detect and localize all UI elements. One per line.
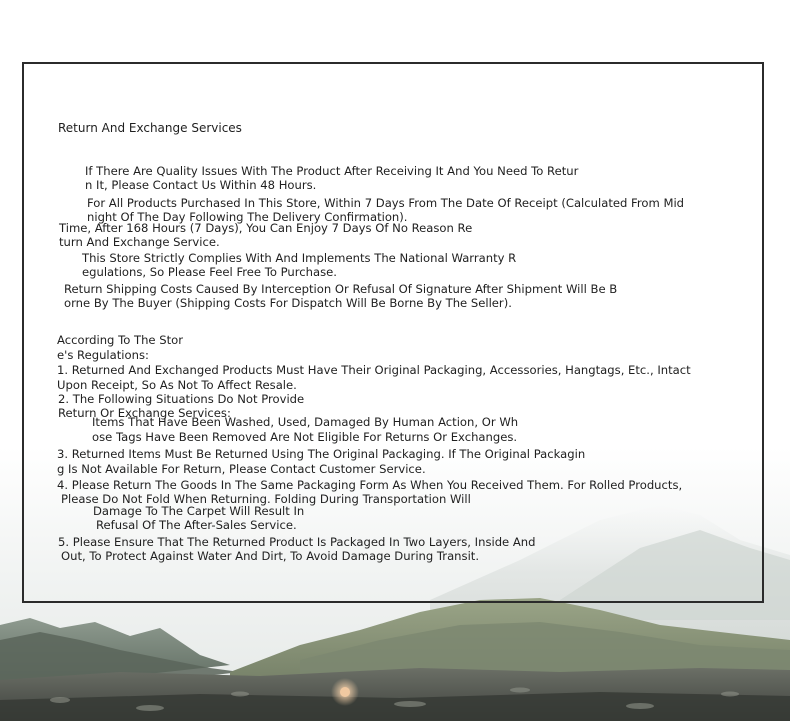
text-line: night Of The Day Following The Delivery Confirmation). — [87, 210, 408, 224]
section-title: Return And Exchange Services — [58, 121, 242, 135]
text-line: n It, Please Contact Us Within 48 Hours. — [85, 178, 317, 192]
text-line: e's Regulations: — [57, 348, 149, 362]
text-line: 4. Please Return The Goods In The Same Packaging Form As When You Received Them. For Rolled Products, — [57, 478, 683, 492]
text-line: This Store Strictly Complies With And Implements The National Warranty R — [82, 251, 517, 265]
text-line: Upon Receipt, So As Not To Affect Resale. — [57, 378, 297, 392]
text-line: Time, After 168 Hours (7 Days), You Can Enjoy 7 Days Of No Reason Re — [59, 221, 473, 235]
text-line: 2. The Following Situations Do Not Provide — [58, 392, 305, 406]
text-line: For All Products Purchased In This Store, Within 7 Days From The Date Of Receipt (Calculated From Mid — [87, 196, 685, 210]
text-line: egulations, So Please Feel Free To Purchase. — [82, 265, 337, 279]
text-line: Damage To The Carpet Will Result In — [93, 504, 305, 518]
text-line: Items That Have Been Washed, Used, Damaged By Human Action, Or Wh — [92, 415, 519, 429]
text-line: Out, To Protect Against Water And Dirt, To Avoid Damage During Transit. — [61, 549, 480, 563]
text-line: 1. Returned And Exchanged Products Must Have Their Original Packaging, Accessories, Hangtags, Etc., Intact — [57, 363, 691, 377]
text-line: Return Shipping Costs Caused By Interception Or Refusal Of Signature After Shipment Will Be B — [64, 282, 618, 296]
text-line: If There Are Quality Issues With The Product After Receiving It And You Need To Retur — [85, 164, 579, 178]
text-line: ose Tags Have Been Removed Are Not Eligible For Returns Or Exchanges. — [92, 430, 518, 444]
text-line: turn And Exchange Service. — [59, 235, 220, 249]
text-line: orne By The Buyer (Shipping Costs For Dispatch Will Be Borne By The Seller). — [64, 296, 512, 310]
text-line: Return Or Exchange Services: — [58, 406, 231, 420]
text-line: g Is Not Available For Return, Please Contact Customer Service. — [57, 462, 426, 476]
text-line: Please Do Not Fold When Returning. Folding During Transportation Will — [61, 492, 471, 506]
text-line: 5. Please Ensure That The Returned Product Is Packaged In Two Layers, Inside And — [58, 535, 536, 549]
text-line: According To The Stor — [57, 333, 184, 347]
text-line: 3. Returned Items Must Be Returned Using The Original Packaging. If The Original Packagin — [57, 447, 586, 461]
text-line: Refusal Of The After-Sales Service. — [96, 518, 297, 532]
